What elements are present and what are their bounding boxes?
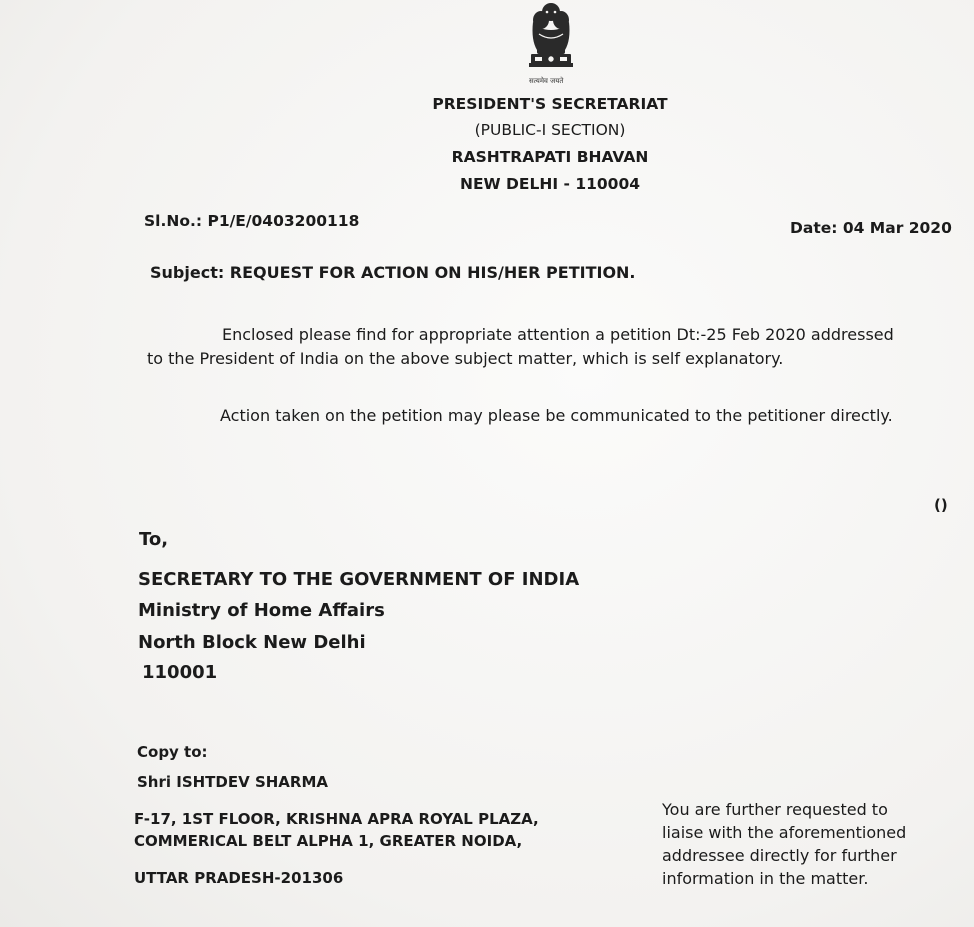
section-name: (PUBLIC-I SECTION) (474, 121, 626, 139)
body-para1-line2: to the President of India on the above subject matter, which is self explanatory. (147, 349, 784, 368)
copy-address-line2: COMMERICAL BELT ALPHA 1, GREATER NOIDA, (134, 832, 523, 850)
emblem-motto: सत्यमेव जयते (529, 77, 564, 85)
org-name: PRESIDENT'S SECRETARIAT (432, 95, 668, 113)
copy-address-line1: F-17, 1ST FLOOR, KRISHNA APRA ROYAL PLAZA, (134, 810, 539, 828)
bracket-marker: () (934, 496, 948, 514)
city-pin: NEW DELHI - 110004 (459, 175, 641, 193)
letter-date: Date: 04 Mar 2020 (790, 219, 952, 237)
to-label: To, (139, 529, 169, 550)
body-para2: Action taken on the petition may please be communicated to the petitioner directly. (220, 406, 893, 425)
place-name: RASHTRAPATI BHAVAN (451, 148, 649, 166)
subject-line: Subject: REQUEST FOR ACTION ON HIS/HER PETITION. (150, 263, 636, 282)
addressee-title: SECRETARY TO THE GOVERNMENT OF INDIA (138, 569, 580, 590)
further-request-note: You are further requested to liaise with the aforementioned addressee directly for further information in the matter. (662, 800, 907, 888)
addressee-ministry: Ministry of Home Affairs (138, 600, 385, 621)
body-para1-line1: Enclosed please find for appropriate attention a petition Dt:-25 Feb 2020 addressed (222, 325, 894, 344)
copy-address-line3: UTTAR PRADESH-201306 (134, 869, 344, 887)
copy-to-label: Copy to: (137, 743, 208, 761)
addressee-pin: 110001 (142, 662, 218, 683)
addressee-location: North Block New Delhi (138, 632, 366, 653)
copy-recipient-name: Shri ISHTDEV SHARMA (137, 773, 328, 791)
serial-number: Sl.No.: P1/E/0403200118 (144, 212, 360, 230)
